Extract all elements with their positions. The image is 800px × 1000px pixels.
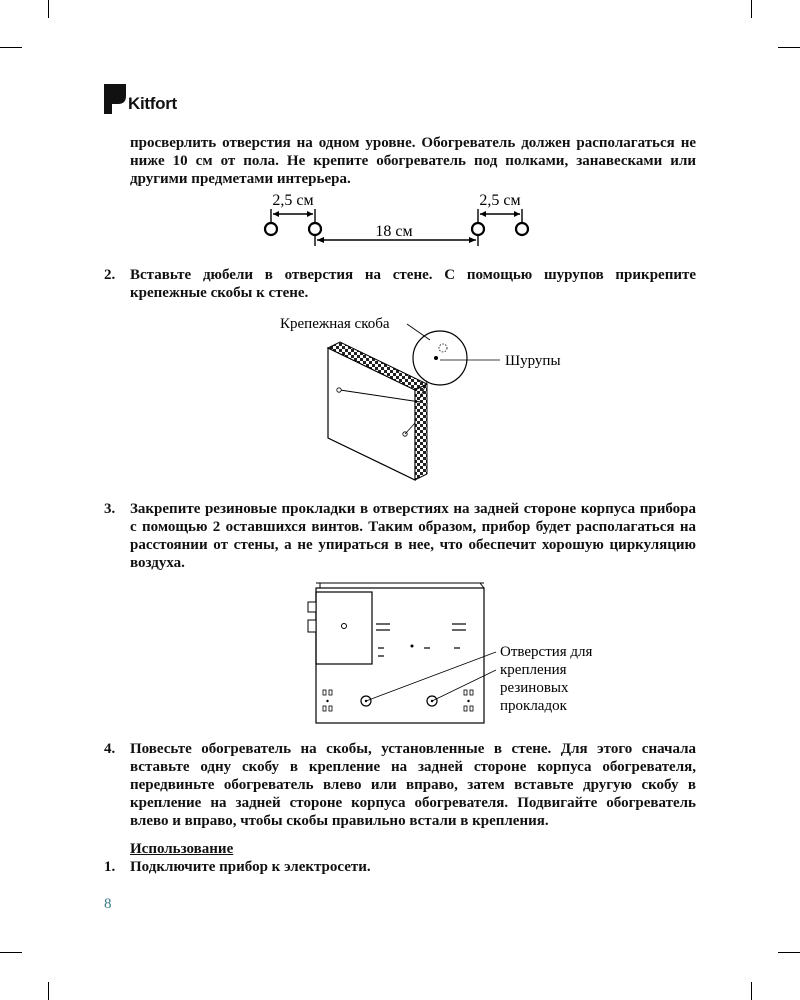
crop-mark — [778, 952, 800, 953]
step-number: 1. — [104, 859, 116, 875]
left-spacing-label: 2,5 см — [272, 192, 314, 209]
bracket-mounting-diagram — [270, 310, 590, 490]
bracket-label: Крепежная скоба — [280, 316, 390, 332]
kitfort-logo-icon — [104, 84, 126, 114]
step-number: 3. — [104, 501, 116, 517]
hole-spacing-diagram — [240, 188, 560, 254]
heater-body — [316, 588, 484, 723]
usage-heading: Использование — [130, 841, 234, 857]
step-2-text: Вставьте дюбели в отверстия на стене. С помощью шурупов прикрепите крепежные скобы к стене. — [130, 267, 696, 301]
crop-mark — [778, 47, 800, 48]
screws-label: Шурупы — [505, 353, 561, 369]
crop-mark — [751, 0, 752, 18]
crop-mark — [0, 952, 22, 953]
step-4-text: Повесьте обогреватель на скобы, установленные в стене. Для этого сначала вставьте одну скобу в крепление на задней стороне корпуса обогревателя, передвиньте обогреватель влево или вправо, затем вставьте другую скобу в крепление на задней стороне корпуса обогревателя. Подвигайте обогреватель влево и вправо, чтобы скобы правильно встали в крепления. — [130, 741, 696, 829]
crop-mark — [751, 982, 752, 1000]
intro-paragraph — [130, 134, 696, 188]
hole-icon — [265, 223, 277, 235]
step-number: 2. — [104, 267, 116, 283]
intro-text: просверлить отверстия на одном уровне. Обогреватель должен располагаться не ниже 10 см от пола. Не крепите обогреватель под полками, занавесками или другими предметами интерьера. — [130, 135, 696, 187]
right-spacing-label: 2,5 см — [479, 192, 521, 209]
hole-icon — [472, 223, 484, 235]
step-3-text: Закрепите резиновые прокладки в отверстиях на задней стороне корпуса прибора с помощью 2 оставшихся винтов. Таким образом, прибор будет располагаться на расстоянии от стены, а не упираться в нее, что обеспечит хорошую циркуляцию воздуха. — [130, 501, 696, 571]
usage-step-text: Подключите прибор к электросети. — [130, 859, 371, 875]
page-number: 8 — [104, 896, 112, 912]
middle-spacing-label: 18 см — [375, 223, 413, 240]
crop-mark — [48, 0, 49, 18]
crop-mark — [48, 982, 49, 1000]
hole-icon — [516, 223, 528, 235]
step-number: 4. — [104, 741, 116, 757]
rubber-pads-label: Отверстия для крепления резиновых прокладок — [500, 644, 593, 714]
brand-logo — [104, 84, 177, 114]
hole-icon — [309, 223, 321, 235]
zoom-circle — [413, 331, 467, 385]
brand-name: Kitfort — [128, 94, 177, 113]
heater-back-diagram — [300, 580, 620, 730]
crop-mark — [0, 47, 22, 48]
